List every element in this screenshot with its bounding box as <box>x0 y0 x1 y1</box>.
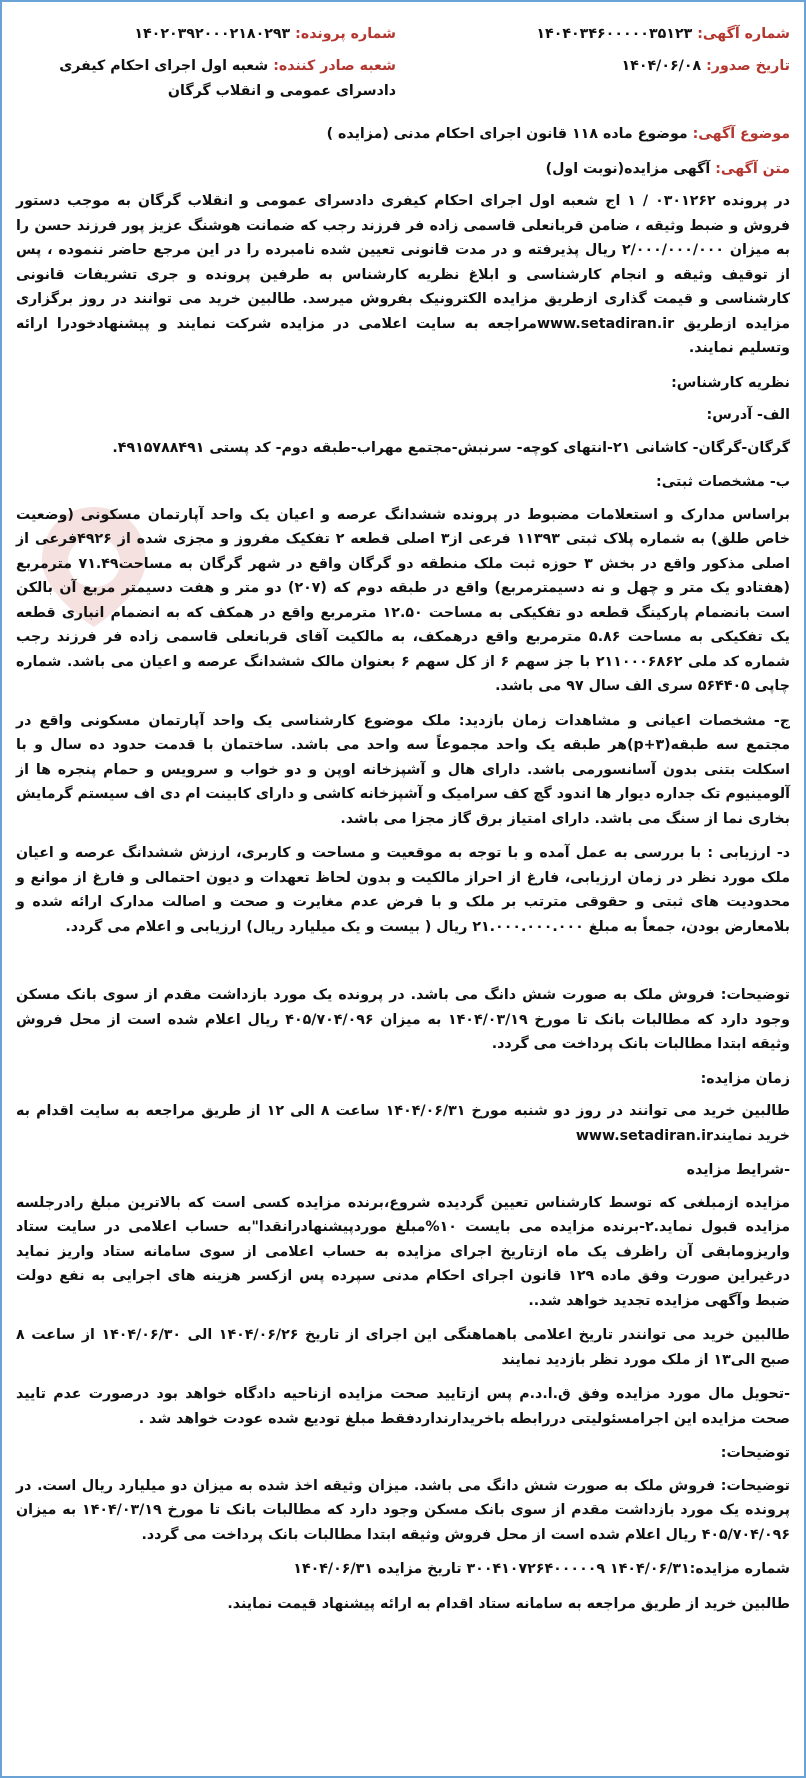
conditions-paragraph: مزایده ازمبلغی که توسط کارشناس تعیین گردیده شروع،برنده مزایده کسی است که بالاترین مبلغ رادرجلسه مزایده قبول نماید.۲-برنده مزایده می بایست ۱۰%مبلغ موردپیشنهادرانقدا"به حساب اعلامی در سایت ستاد واریزومابقی آن راظرف یک ماه ازتاریخ اجرای مزایده به حساب اعلامی از سوی سامانه ستاد واریز نماید درغیراین صورت وفق ماده ۱۲۹ قانون اجرای احکام مدنی سپرده پس ازکسر هزینه های اجرایی به نفع دولت ضبط وآگهی مزایده تجدید خواهد شد.. <box>16 1194 790 1309</box>
specs-paragraph: ج- مشخصات اعیانی و مشاهدات زمان بازدید: ملک موضوع کارشناسی یک واحد آپارتمان مسکونی واقع در مجتمع سه طبقه(p+۳)هر طبقه یک واحد مجموعاً سه واحد می باشد. ساختمان با قدمت حدود ده سال و با اسکلت بتنی بدون آسانسورمی باشد. دارای هال و آشپزخانه اوپن و دو خواب و سرویس و حمام پنجره ها از آلومینیوم تک جداره دیوار ها اندود گچ کف سرامیک و آشپزخانه کاشی و دارای کابینت ام دی اف سیستم گرمایش بخاری نما از سنگ می باشد. دارای امتیاز برق گاز مجزا می باشد. <box>16 712 790 827</box>
notes2-paragraph: توضیحات: فروش ملک به صورت شش دانگ می باشد. میزان وثیقه اخذ شده به میزان دو میلیارد ریال است. در پرونده یک مورد بازداشت مقدم از سوی بانک مسکن وجود دارد که مطالبات بانک تا مورخ ۱۴۰۴/۰۳/۱۹ به میزان ۴۰۵/۷۰۴/۰۹۶ ریال اعلام شده است از محل فروش وثیقه ابتدا مطالبات بانک پرداخت می گردد. <box>16 1477 790 1543</box>
case-number-label: شماره پرونده: <box>295 26 396 42</box>
issue-date-value: ۱۴۰۴/۰۶/۰۸ <box>621 58 702 74</box>
text-title: آگهی مزایده(نوبت اول) <box>545 160 711 177</box>
issuer-value: شعبه اول اجرای احکام کیفری دادسرای عمومی و انقلاب گرگان <box>59 58 396 99</box>
subject-value: موضوع ماده ۱۱۸ قانون اجرای احکام مدنی (مزایده ) <box>326 126 688 142</box>
notes1-paragraph: توضیحات: فروش ملک به صورت شش دانگ می باشد. در پرونده یک مورد بازداشت مقدم از سوی بانک مسکن وجود دارد که مطالبات بانک تا مورخ ۱۴۰۴/۰۳/۱۹ به میزان ۴۰۵/۷۰۴/۰۹۶ ریال اعلام شده است از محل فروش وثیقه ابتدا مطالبات بانک پرداخت می گردد. <box>16 987 790 1052</box>
time-heading: زمان مزایده: <box>700 1070 790 1087</box>
registry-paragraph: براساس مدارک و استعلامات مضبوط در پرونده ششدانگ عرصه و اعیان یک واحد آپارتمان مسکونی (وضعیت خاص طلق) به شماره پلاک ثبتی ۱۱۳۹۳ فرعی از۳ اصلی قطعه ۲ تفکیک مفروز و مجزی شده از ۴۹۲۶فرعی از اصلی مذکور واقع در بخش ۳ حوزه ثبت ملک منطقه دو گرگان واقع در شهر گرگان به مساحت۷۱.۴۹ مترمربع (هفتادو یک متر و چهل و نه دسیمترمربع) واقع در طبقه دوم که (۲۰۷) دو متر و هفت دسیمتر مربع آن بالکن است بانضمام پارکینگ قطعه دو تفکیکی به مساحت ۱۲.۵۰ مترمربع واقع در همکف که به انضمام انباری قطعه یک تفکیکی به مساحت ۵.۸۶ مترمربع واقع درهمکف، به مالکیت آقای قربانعلی قاسمی زاده فر فرزند رجب شماره کد ملی ۲۱۱۰۰۰۶۸۶۲ با جز سهم ۶ از کل سهم ۶ بعنوان مالک ششدانگ عرصه و اعیان می باشد. شماره چاپی ۵۶۴۴۰۵ سری الف سال ۹۷ می باشد. <box>16 506 791 694</box>
auction-number-line: شماره مزایده:۱۴۰۴/۰۶/۳۱ ۳۰۰۴۱۰۷۲۶۴۰۰۰۰۰۹ تاریخ مزایده ۱۴۰۴/۰۶/۳۱ <box>293 1561 790 1577</box>
delivery-paragraph: -تحویل مال مورد مزایده وفق ق.ا.د.م پس ازتایید صحت مزایده ازناحیه دادگاه خواهد بود درصورت عدم تایید صحت مزایده این اجرامسئولیتی دررابطه باخریدارنداردفقط مبلغ تودیع شده عودت خواهد شد . <box>16 1386 790 1427</box>
intro-paragraph: در پرونده ۰۳۰۱۲۶۲ / ۱ اج شعبه اول اجرای احکام کیفری دادسرای عمومی و انقلاب گرگان به موجب دستور فروش و ضبط وثیقه ، ضامن قربانعلی قاسمی زاده فر فرزند رجب که ضمانت هوشنگ عزیز پور فرزند حسن را به میزان ۲/۰۰۰/۰۰۰/۰۰۰ ریال پذیرفته و در مدت قانونی تعیین شده نامبرده را در این مرجع حاضر ننموده ، پس از توقیف وثیقه و انجام کارشناسی و ابلاغ نظریه کارشناس به طرفین پرونده و جری تشریفات قانونی کارشناسی و قیمت گذاری ازطریق مزایده الکترونیک بفروش میرسد. طالبین خرید می توانند در روز برگزاری مزایده ازطریق www.setadiran.irمراجعه به سایت اعلامی در مزایده شرکت نمایند و پیشنهادخودرا ارائه وتسلیم نمایند. <box>16 193 790 356</box>
final-line: طالبین خرید از طریق مراجعه به سامانه ستاد اقدام به ارائه پیشنهاد قیمت نمایند. <box>227 1595 790 1612</box>
subject-line <box>16 122 790 147</box>
text-title-line <box>16 157 790 182</box>
issue-date <box>410 54 790 79</box>
text-label: متن آگهی: <box>715 160 790 177</box>
notice-body <box>16 22 790 1626</box>
ad-number-value: ۱۴۰۴۰۳۴۶۰۰۰۰۰۳۵۱۲۳ <box>536 26 693 42</box>
conditions-heading: -شرایط مزایده <box>686 1162 790 1178</box>
case-number-value: ۱۴۰۲۰۳۹۲۰۰۰۲۱۸۰۲۹۳ <box>134 26 291 42</box>
subject-label: موضوع آگهی: <box>692 126 790 142</box>
registry-heading: ب- مشخصات ثبتی: <box>656 474 790 490</box>
notes-heading: توضیحات: <box>720 1445 790 1461</box>
issue-date-label: تاریخ صدور: <box>706 58 790 74</box>
issuer <box>16 54 396 103</box>
ad-number-label: شماره آگهی: <box>697 26 790 42</box>
valuation-paragraph: د- ارزیابی : با بررسی به عمل آمده و با توجه به موقعیت و مساحت و کاربری، ارزش ششدانگ عرصه و اعیان ملک مورد نظر در زمان ارزیابی، فارغ از احراز مالکیت و بدون لحاظ تعهدات و دیون احتمالی و فارغ از موانع و محدودیت های ثبتی و حقوقی مترتب بر ملک و با فرض عدم مغایرت و صحت و اصالت مدارک ارائه شده و بلامعارض بودن، جمعاً به مبلغ ۲۱.۰۰۰.۰۰۰.۰۰۰ ریال ( بیست و یک میلیارد ریال) ارزیابی و اعلام می گردد. <box>16 845 790 935</box>
time-paragraph: طالبین خرید می توانند در روز دو شنبه مورخ ۱۴۰۴/۰۶/۳۱ ساعت ۸ الی ۱۲ از طریق مراجعه به سایت اقدام به خرید نمایندwww.setadiran.ir <box>16 1103 790 1144</box>
address-paragraph: گرگان-گرگان- کاشانی ۲۱-انتهای کوچه- سرنبش-مجتمع مهراب-طبقه دوم- کد پستی ۴۹۱۵۷۸۸۴۹۱. <box>112 439 790 456</box>
issuer-label: شعبه صادر کننده: <box>273 58 396 74</box>
header-row-2 <box>16 54 790 104</box>
expert-heading: نظریه کارشناس: <box>671 374 790 391</box>
header-row-1 <box>16 22 790 46</box>
case-number <box>16 22 396 47</box>
address-heading: الف- آدرس: <box>706 407 790 423</box>
visit-paragraph: طالبین خرید می توانندر تاریخ اعلامی باهماهنگی این اجرای از تاریخ ۱۴۰۴/۰۶/۲۶ الی ۱۴۰۴/۰۶/۳۰ از ساعت ۸ صبح الی۱۳ از ملک مورد نظر بازدید نمایند <box>16 1327 790 1368</box>
ad-number <box>410 22 790 47</box>
